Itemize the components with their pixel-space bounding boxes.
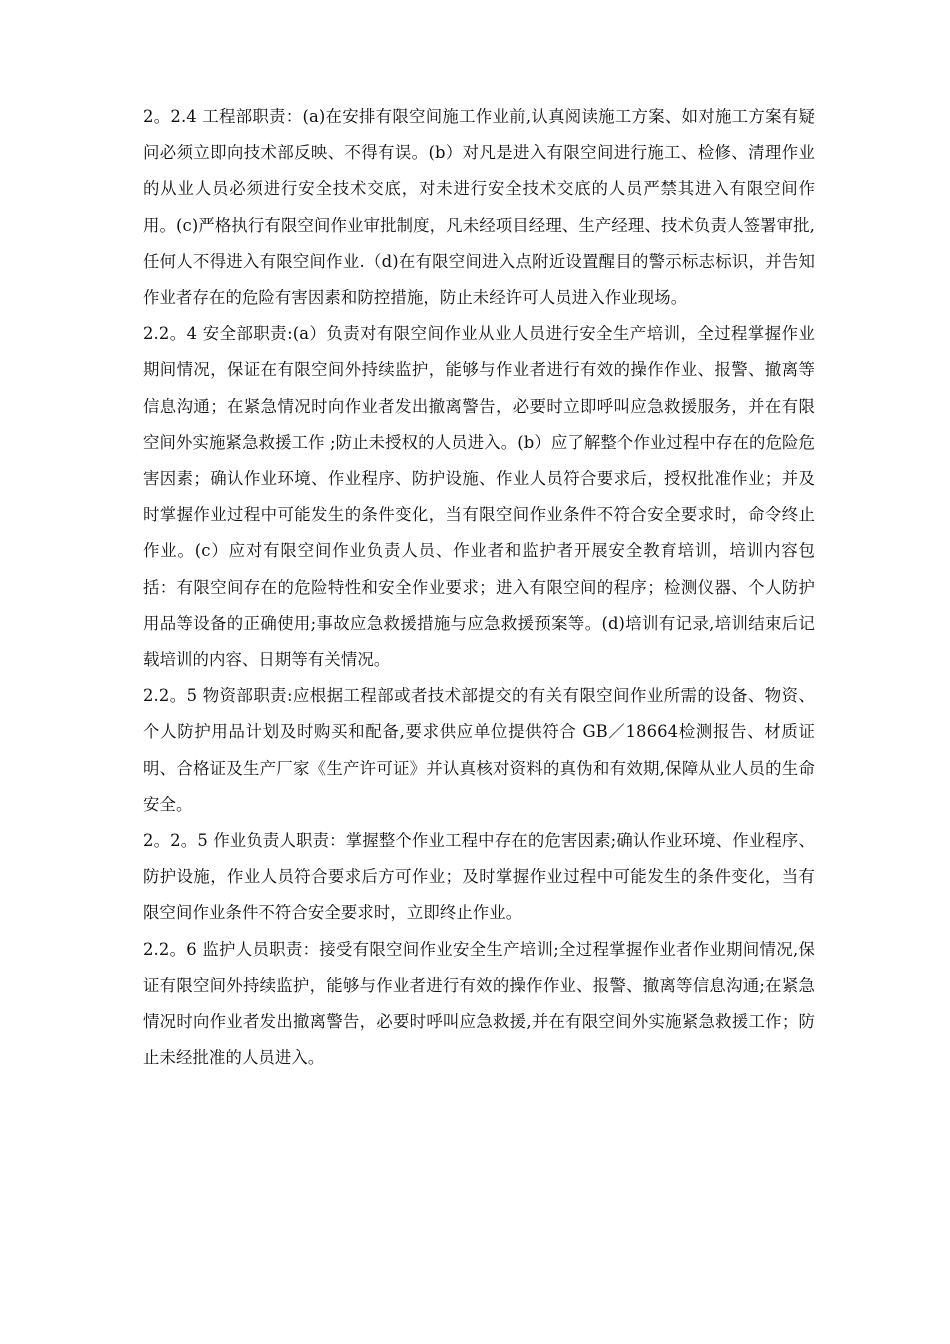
paragraph-materials-duties: 2.2。5 物资部职责:应根据工程部或者技术部提交的有关有限空间作业所需的设备、物资、个人防护用品计划及时购买和配备,要求供应单位提供符合 GB／18664检测报告、材质证明、合格证及生产厂家《生产许可证》并认真核对资料的真伪和有效期,保障从业人员的生命安全。 [143, 686, 815, 814]
document-body [143, 99, 815, 1076]
paragraph-safety-duties: 2.2。4 安全部职责:(a）负责对有限空间作业从业人员进行安全生产培训，全过程掌握作业期间情况，保证在有限空间外持续监护，能够与作业者进行有效的操作作业、报警、撤离等信息沟通；在紧急情况时向作业者发出撤离警告，必要时立即呼叫应急救援服务，并在有限空间外实施紧急救援工作 ;防止未授权的人员进入。(b）应了解整个作业过程中存在的危险危害因素；确认作业环境、作业程序、防护设施、作业人员符合要求后，授权批准作业；并及时掌握作业过程中可能发生的条件变化，当有限空间作业条件不符合安全要求时，命令终止作业。(c）应对有限空间作业负责人员、作业者和监护者开展安全教育培训，培训内容包括：有限空间存在的危险特性和安全作业要求；进入有限空间的程序；检测仪器、个人防护用品等设备的正确使用;事故应急救援措施与应急救援预案等。(d)培训有记录,培训结束后记载培训的内容、日期等有关情况。 [143, 324, 815, 670]
paragraph-engineering-duties: 2。2.4 工程部职责：(a)在安排有限空间施工作业前,认真阅读施工方案、如对施工方案有疑问必须立即向技术部反映、不得有误。(b）对凡是进入有限空间进行施工、检修、清理作业的从业人员必须进行安全技术交底，对未进行安全技术交底的人员严禁其进入有限空间作用。(c)严格执行有限空间作业审批制度，凡未经项目经理、生产经理、技术负责人签署审批,任何人不得进入有限空间作业.（d)在有限空间进入点附近设置醒目的警示标志标识，并告知作业者存在的危险有害因素和防控措施，防止未经许可人员进入作业现场。 [143, 107, 815, 308]
paragraph-supervisor-duties: 2.2。6 监护人员职责：接受有限空间作业安全生产培训;全过程掌握作业者作业期间情况,保证有限空间外持续监护，能够与作业者进行有效的操作作业、报警、撤离等信息沟通;在紧急情况时向作业者发出撤离警告，必要时呼叫应急救援,并在有限空间外实施紧急救援工作；防止未经批准的人员进入。 [143, 939, 815, 1068]
paragraph-work-leader-duties: 2。2。5 作业负责人职责：掌握整个作业工程中存在的危害因素;确认作业环境、作业程序、防护设施，作业人员符合要求后方可作业；及时掌握作业过程中可能发生的条件变化，当有限空间作业条件不符合安全要求时，立即终止作业。 [143, 831, 815, 923]
